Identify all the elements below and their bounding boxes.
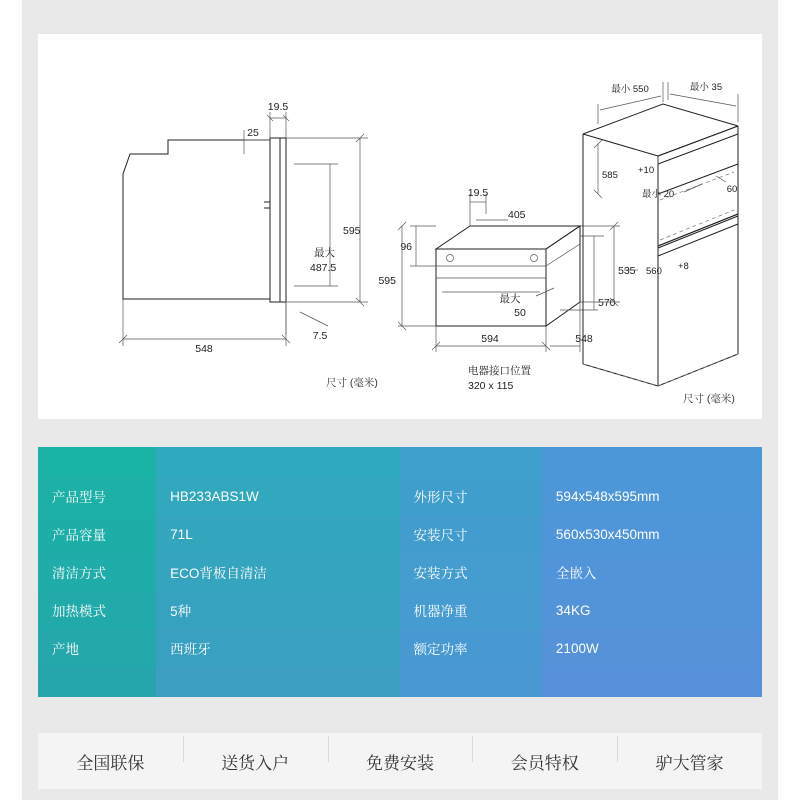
socket-note-line2: 320 x 115 [468, 380, 514, 392]
label-side-max: 最大 [314, 247, 335, 259]
label-front-96: 96 [400, 241, 412, 253]
label-cab-585: 585 [602, 170, 618, 181]
right-white-band [778, 0, 800, 800]
label-front-50: 50 [514, 307, 526, 319]
spacer-cell-5 [38, 667, 156, 697]
label-side-25: 25 [247, 127, 259, 139]
label-cab-60: 60 [726, 184, 738, 195]
spec-value-2: 全嵌入 [542, 553, 762, 591]
label-front-548: 548 [575, 333, 593, 345]
dimension-diagram-card [38, 34, 762, 419]
label-front-19-5: 19.5 [467, 187, 489, 199]
cabinet-view-group [578, 81, 738, 405]
spacer-cell-1 [38, 447, 156, 477]
cabinet-view-unit-caption: 尺寸 (毫米) [683, 393, 735, 405]
spec-label: 产品型号 [38, 477, 156, 515]
side-view-unit-caption: 尺寸 (毫米) [326, 377, 378, 389]
spacer-cell-7 [400, 667, 542, 697]
label-cab-585-sup: +10 [638, 165, 655, 176]
label-side-487-5: 487.5 [310, 262, 337, 274]
spacer-cell-6 [156, 667, 399, 697]
table-row [38, 515, 762, 553]
spec-value-2: 594x548x595mm [542, 477, 762, 515]
label-side-19-5: 19.5 [267, 101, 289, 113]
spec-value: HB233ABS1W [156, 477, 399, 515]
socket-note-line1: 电器接口位置 [468, 365, 531, 377]
label-cab-560: 560 [646, 266, 662, 277]
side-view-group [119, 101, 378, 389]
label-front-570: 570 [598, 297, 616, 309]
service-item-home-delivery[interactable]: 送货入户 [183, 749, 328, 774]
dimension-diagram-svg [38, 34, 762, 419]
label-side-548: 548 [195, 343, 213, 355]
spec-value: 西班牙 [156, 629, 399, 667]
table-row [38, 553, 762, 591]
label-front-595: 595 [378, 275, 396, 287]
table-header-spacer-row [38, 447, 762, 477]
spec-label-2: 外形尺寸 [400, 477, 542, 515]
left-white-band [0, 0, 22, 800]
table-row [38, 629, 762, 667]
spec-value-2: 2100W [542, 629, 762, 667]
label-front-max: 最大 [499, 293, 521, 305]
service-item-nationwide-warranty[interactable]: 全国联保 [76, 753, 145, 773]
front-view-group [378, 187, 635, 392]
spacer-cell-2 [156, 447, 399, 477]
spec-label-2: 额定功率 [400, 629, 542, 667]
spacer-cell-8 [542, 667, 762, 697]
label-cab-560-sup: +8 [678, 261, 689, 272]
service-item-member-privilege[interactable]: 会员特权 [472, 749, 617, 774]
spec-value: ECO背板自清洁 [156, 553, 399, 591]
service-item-butler-service[interactable]: 驴大管家 [617, 749, 762, 774]
label-cab-min35: 最小 35 [689, 82, 723, 93]
label-cab-min20: 最小 20 [642, 189, 675, 200]
spacer-cell-3 [400, 447, 542, 477]
spec-label: 产地 [38, 629, 156, 667]
label-side-7-5: 7.5 [312, 330, 328, 342]
service-bar [38, 733, 762, 789]
spec-value: 5种 [156, 591, 399, 629]
spec-value-2: 560x530x450mm [542, 515, 762, 553]
table-footer-spacer-row [38, 667, 762, 697]
label-front-405: 405 [508, 209, 526, 221]
label-side-595: 595 [343, 225, 361, 237]
label-front-594: 594 [481, 333, 499, 345]
spec-label-2: 安装方式 [400, 553, 542, 591]
spec-value-2: 34KG [542, 591, 762, 629]
spec-label: 加热模式 [38, 591, 156, 629]
spec-value: 71L [156, 515, 399, 553]
spacer-cell-4 [542, 447, 762, 477]
label-front-535: 535 [618, 265, 636, 277]
spec-table [38, 447, 762, 697]
service-item-free-installation[interactable]: 免费安装 [328, 749, 473, 774]
spec-label: 产品容量 [38, 515, 156, 553]
spec-label-2: 安装尺寸 [400, 515, 542, 553]
spec-label-2: 机器净重 [400, 591, 542, 629]
table-row [38, 591, 762, 629]
label-cab-min550: 最小 550 [611, 84, 649, 95]
spec-label: 清洁方式 [38, 553, 156, 591]
table-row [38, 477, 762, 515]
